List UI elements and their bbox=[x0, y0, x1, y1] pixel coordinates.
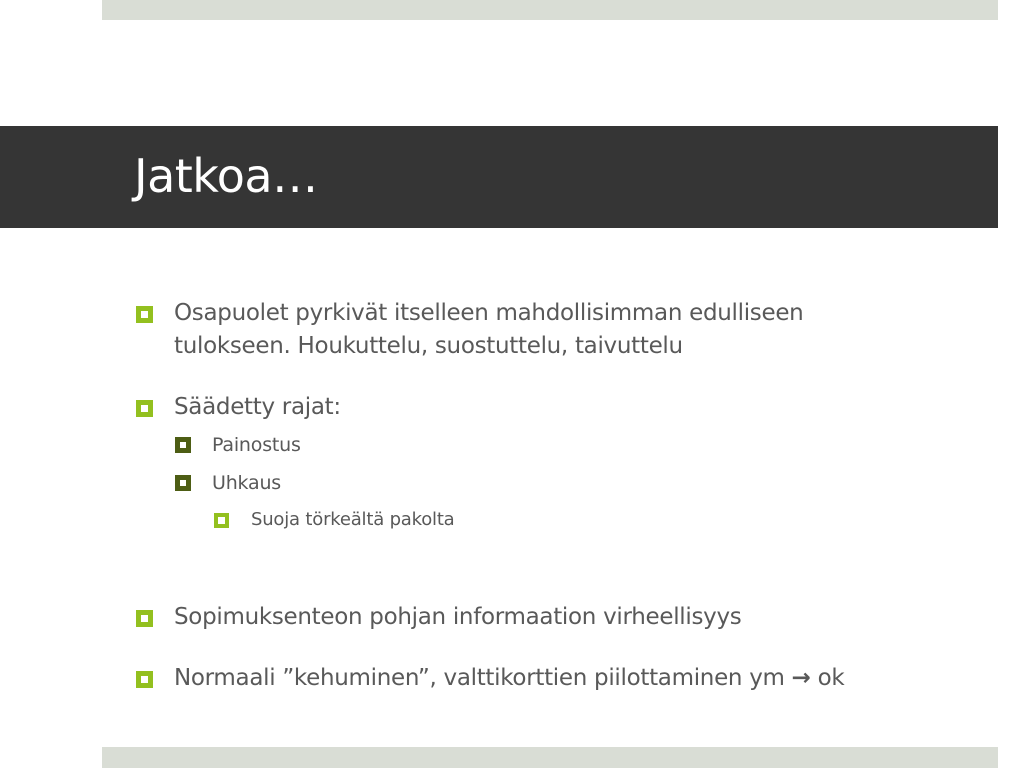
sub-bullet-item bbox=[212, 432, 301, 458]
square-bullet-icon bbox=[136, 610, 153, 627]
square-bullet-icon bbox=[136, 671, 153, 688]
square-bullet-icon bbox=[175, 475, 191, 491]
bullet-text-suffix: ok bbox=[817, 665, 845, 691]
square-bullet-icon bbox=[136, 400, 153, 417]
sub-bullet-item bbox=[212, 470, 281, 496]
sub-sub-bullet-text: Suoja törkeältä pakolta bbox=[251, 509, 455, 530]
sub-bullet-text: Painostus bbox=[212, 434, 301, 456]
square-bullet-icon bbox=[214, 513, 229, 528]
bottom-accent-band bbox=[102, 747, 998, 768]
sub-sub-bullet-item bbox=[251, 507, 455, 533]
bullet-text-line: Osapuolet pyrkivät itselleen mahdollisimman edulliseen bbox=[174, 300, 804, 326]
bullet-text: Säädetty rajat: bbox=[174, 394, 341, 420]
slide-title: Jatkoa… bbox=[134, 149, 318, 203]
bullet-text: Sopimuksenteon pohjan informaation virheellisyys bbox=[174, 604, 742, 630]
bullet-item bbox=[174, 391, 341, 424]
bullet-text: Normaali ”kehuminen”, valttikorttien piilottaminen ym bbox=[174, 665, 785, 691]
bullet-item bbox=[174, 601, 741, 634]
bullet-item bbox=[174, 297, 803, 363]
bullet-item bbox=[174, 662, 844, 695]
square-bullet-icon bbox=[136, 306, 153, 323]
arrow-right-icon: → bbox=[791, 665, 811, 691]
square-bullet-icon bbox=[175, 437, 191, 453]
bullet-text-line: tulokseen. Houkuttelu, suostuttelu, taivuttelu bbox=[174, 333, 683, 359]
sub-bullet-text: Uhkaus bbox=[212, 472, 282, 494]
